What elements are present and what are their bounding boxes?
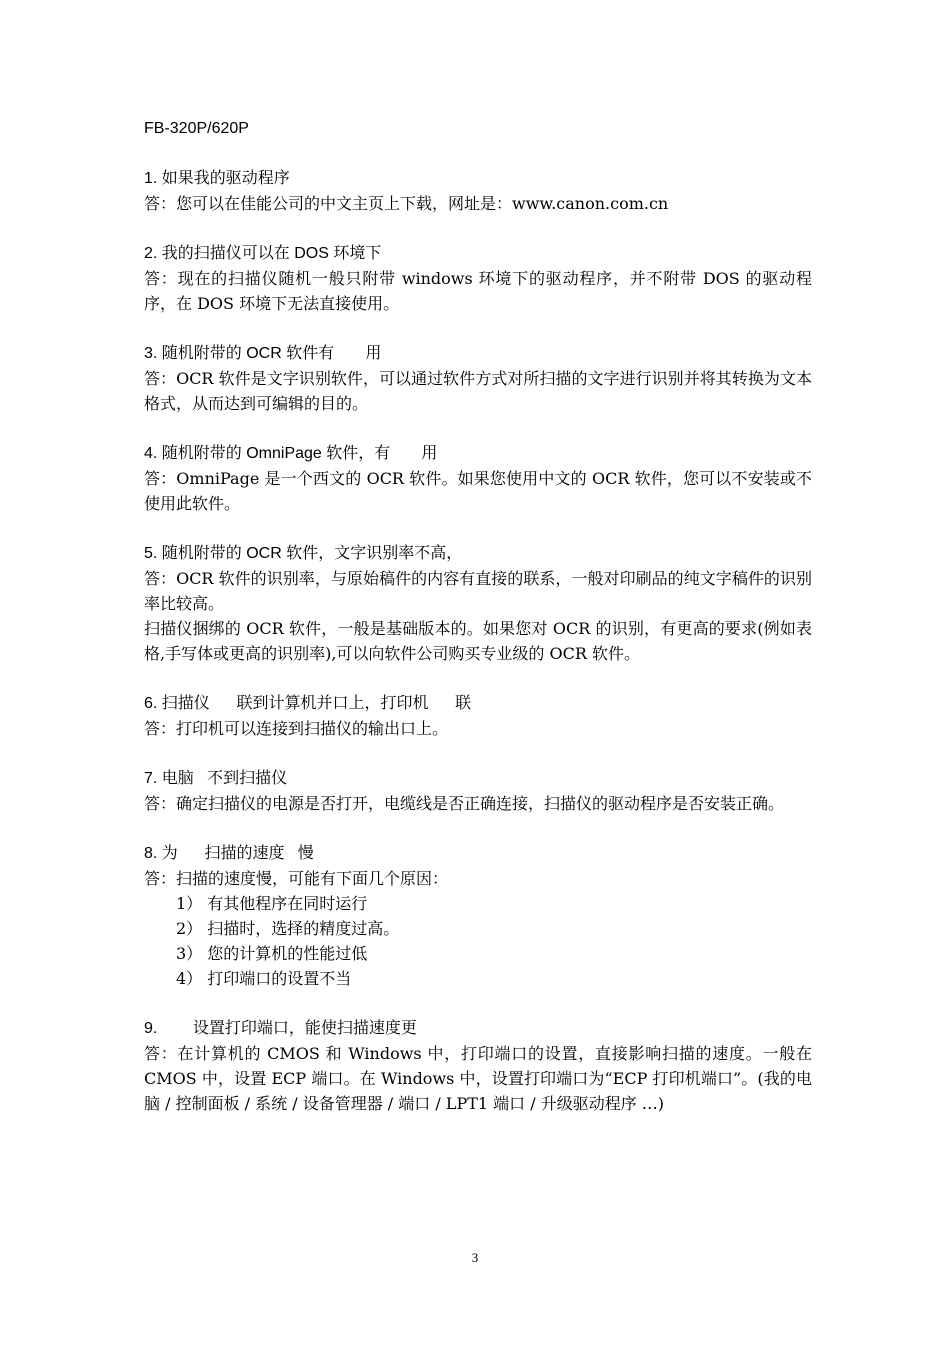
qa-item [144, 541, 812, 666]
answer: 答：打印机可以连接到扫描仪的输出口上。 [144, 719, 449, 738]
question: 3. 随机附带的 OCR 软件有 用 [144, 345, 382, 362]
answer: 答：您可以在佳能公司的中文主页上下载，网址是：www.canon.com.cn [144, 194, 669, 213]
question: 7. 电脑 不到扫描仪 [144, 770, 288, 787]
model-heading: FB-320P/620P [144, 120, 249, 137]
question: 1. 如果我的驱动程序 [144, 170, 290, 187]
answer: 答：确定扫描仪的电源是否打开，电缆线是否正确连接，扫描仪的驱动程序是否安装正确。 [144, 794, 785, 813]
qa-item [144, 841, 812, 991]
reason-item: 1） 有其他程序在同时运行 [176, 894, 368, 913]
question: 9. 设置打印端口，能使扫描速度更 [144, 1020, 417, 1037]
answer: 答：OmniPage 是一个西文的 OCR 软件。如果您使用中文的 OCR 软件，您可以不安装或不使用此软件。 [144, 469, 812, 513]
qa-item [144, 766, 812, 816]
answer: 答：OCR 软件的识别率，与原始稿件的内容有直接的联系，一般对印刷品的纯文字稿件的识别率比较高。 [144, 569, 812, 613]
answer: 答：OCR 软件是文字识别软件，可以通过软件方式对所扫描的文字进行识别并将其转换为文本格式，从而达到可编辑的目的。 [144, 369, 812, 413]
qa-item [144, 691, 812, 741]
page-number: 3 [471, 1250, 479, 1265]
page-content [144, 116, 812, 1141]
qa-item [144, 341, 812, 416]
qa-item [144, 1016, 812, 1116]
reason-item: 4） 打印端口的设置不当 [176, 969, 352, 988]
qa-item [144, 241, 812, 316]
question: 8. 为 扫描的速度 慢 [144, 845, 314, 862]
reason-list [144, 891, 812, 991]
reason-item: 2） 扫描时，选择的精度过高。 [176, 919, 400, 938]
question: 5. 随机附带的 OCR 软件，文字识别率不高， [144, 545, 463, 562]
answer: 答：在计算机的 CMOS 和 Windows 中，打印端口的设置，直接影响扫描的速度。一般在 CMOS 中，设置 ECP 端口。在 Windows 中，设置打印端口为“ECP 打印机端口”。(我的电脑 / 控制面板 / 系统 / 设备管理器 / 端口 / LPT1 端口 / 升级驱动程序 …) [144, 1044, 812, 1113]
qa-item [144, 441, 812, 516]
question: 2. 我的扫描仪可以在 DOS 环境下 [144, 245, 382, 262]
question: 4. 随机附带的 OmniPage 软件，有 用 [144, 445, 438, 462]
qa-item [144, 166, 812, 216]
reason-item: 3） 您的计算机的性能过低 [176, 944, 368, 963]
question: 6. 扫描仪 联到计算机并口上，打印机 联 [144, 695, 472, 712]
answer: 答：扫描的速度慢，可能有下面几个原因： [144, 869, 449, 888]
answer: 答：现在的扫描仪随机一般只附带 windows 环境下的驱动程序，并不附带 DOS 的驱动程序，在 DOS 环境下无法直接使用。 [144, 269, 812, 313]
answer-continued: 扫描仪捆绑的 OCR 软件，一般是基础版本的。如果您对 OCR 的识别，有更高的要求(例如表格,手写体或更高的识别率),可以向软件公司购买专业级的 OCR 软件。 [144, 619, 812, 663]
